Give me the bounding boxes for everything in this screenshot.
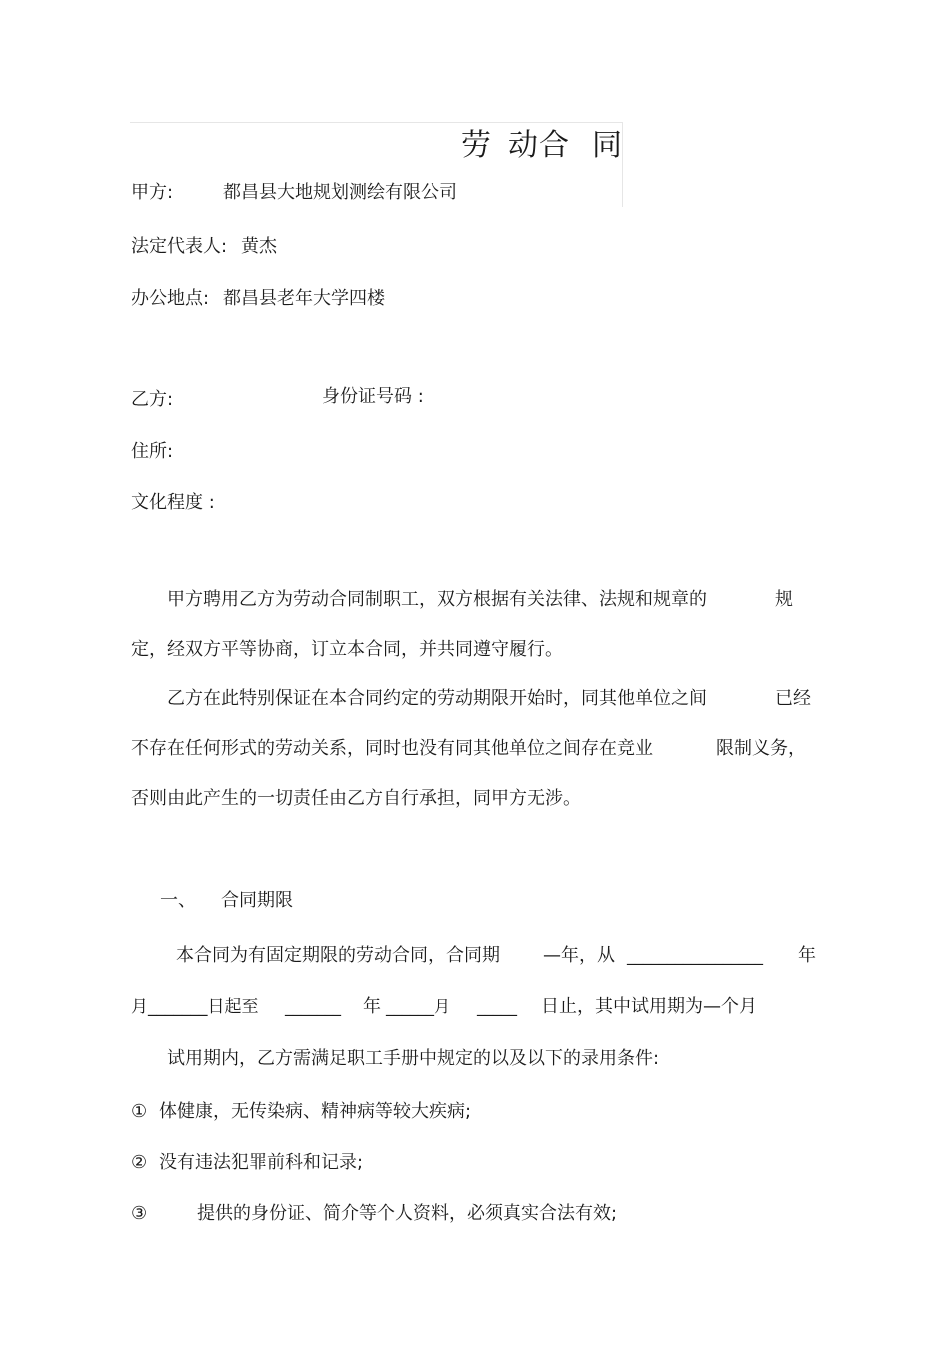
preamble-p2-line2-end: 限制义务， <box>716 738 806 759</box>
party-b-label: 乙方: <box>131 389 174 410</box>
condition-3-number: ③ <box>131 1203 148 1224</box>
term-line2-start: 月_______日起至 <box>131 997 259 1017</box>
end-day-blank: _____ <box>477 997 517 1016</box>
condition-2-number: ② <box>131 1152 148 1173</box>
preamble-p1-line1: 甲方聘用乙方为劳动合同制职工，双方根据有关法律、法规和规章的 <box>167 589 707 610</box>
section-heading: 合同期限 <box>221 890 293 911</box>
year-char: 年 <box>798 945 816 966</box>
title-chars-2: 动合 <box>508 128 570 163</box>
condition-3-text: 提供的身份证、简介等个人资料，必须真实合法有效; <box>197 1203 618 1224</box>
end-year-char: 年 <box>363 996 381 1017</box>
term-years: —年，从 <box>543 945 615 966</box>
address-label: 住所: <box>131 441 174 462</box>
term-line1-text: 本合同为有固定期限的劳动合同，合同期 <box>176 945 500 966</box>
preamble-p2-line2: 不存在任何形式的劳动关系，同时也没有同其他单位之间存在竞业 <box>131 738 653 759</box>
end-year-blank: _______ <box>285 997 341 1016</box>
id-number-label: 身份证号码 : <box>322 386 424 407</box>
preamble-p2-line1: 乙方在此特别保证在本合同约定的劳动期限开始时，同其他单位之间 <box>167 688 707 709</box>
party-a-name: 都昌县大地规划测绘有限公司 <box>223 182 457 203</box>
condition-2-text: 没有违法犯罪前科和记录; <box>159 1152 364 1173</box>
condition-1-number: ① <box>131 1101 148 1122</box>
start-year-blank: _________________ <box>627 946 763 965</box>
preamble-p2-line1-end: 已经 <box>775 688 811 709</box>
condition-1-text: 体健康，无传染病、精神病等较大疾病; <box>159 1101 472 1122</box>
legal-rep-name: 黄杰 <box>241 236 277 257</box>
section-number: 一、 <box>160 890 196 911</box>
party-a-label: 甲方: <box>131 182 174 203</box>
legal-rep-label: 法定代表人: <box>131 236 228 257</box>
preamble-p1-line1-end: 规 <box>775 589 793 610</box>
office-label: 办公地点: <box>131 288 210 309</box>
end-month-blank: ______月 <box>386 997 451 1016</box>
office-value: 都昌县老年大学四楼 <box>223 288 385 309</box>
probation-period: 日止，其中试用期为—个月 <box>541 996 757 1017</box>
preamble-p2-line3: 否则由此产生的一切责任由乙方自行承担，同甲方无涉。 <box>131 788 581 809</box>
title-char-3: 同 <box>592 128 623 163</box>
preamble-p1-line2: 定，经双方平等协商，订立本合同，并共同遵守履行。 <box>131 639 563 660</box>
title-char-1: 劳 <box>461 128 492 163</box>
education-label: 文化程度 : <box>131 492 215 513</box>
probation-conditions: 试用期内，乙方需满足职工手册中规定的以及以下的录用条件: <box>167 1048 660 1069</box>
